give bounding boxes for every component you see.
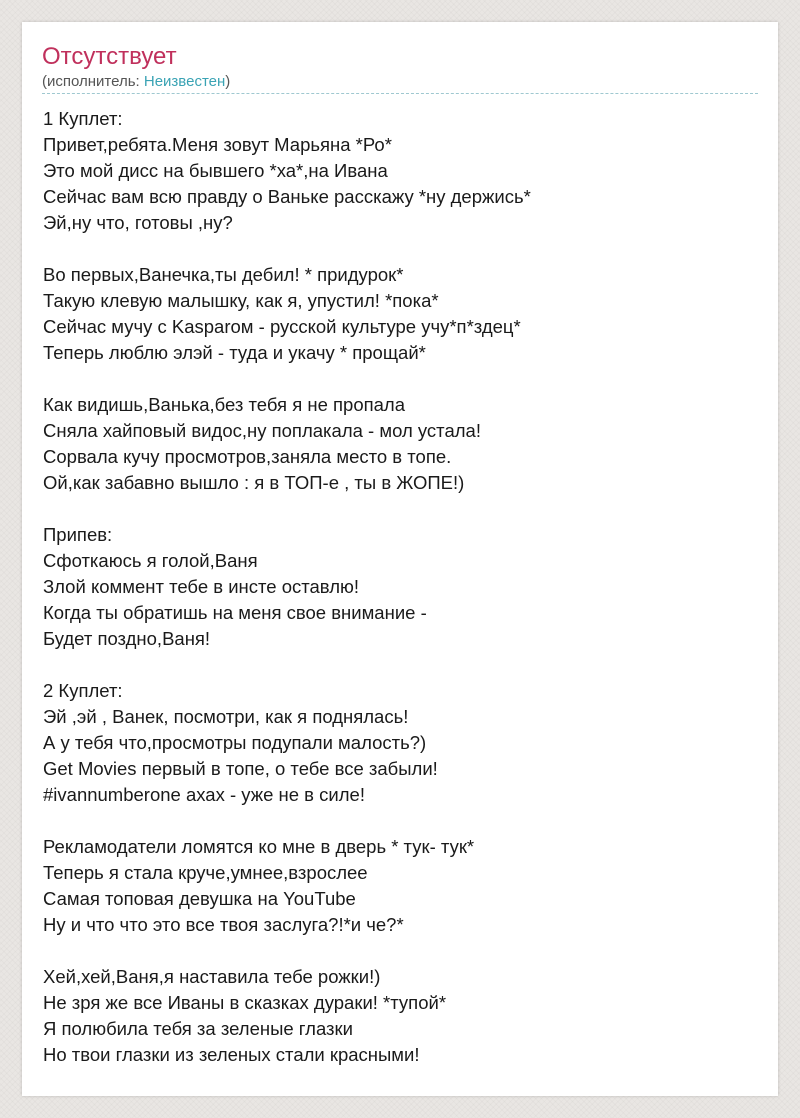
lyric-line: 2 Куплет: xyxy=(43,680,123,701)
stanza-break xyxy=(43,938,531,964)
lyric-line: #ivannumberone ахах - уже не в силе! xyxy=(43,784,365,805)
artist-prefix: (исполнитель: xyxy=(42,73,144,90)
lyric-line: Хей,хей,Ваня,я наставила тебе рожки!) xyxy=(43,966,381,987)
lyric-line: Эй ,эй , Ванек, посмотри, как я поднялась! xyxy=(43,706,409,727)
stanza-break xyxy=(43,236,531,262)
stanza-break xyxy=(43,366,531,392)
lyric-line: Сняла хайповый видос,ну поплакала - мол устала! xyxy=(43,420,481,441)
lyric-line: Теперь люблю элэй - туда и укачу * прощай* xyxy=(43,342,426,363)
lyric-line: Будет поздно,Ваня! xyxy=(43,628,211,649)
lyrics-card xyxy=(22,22,778,1096)
lyric-line: Припев: xyxy=(43,524,113,545)
lyric-line: А у тебя что,просмотры подупали малость?) xyxy=(43,732,427,753)
lyric-line: Привет,ребята.Меня зовут Марьяна *Ро* xyxy=(43,134,392,155)
stanza-break xyxy=(43,652,531,678)
lyric-line: Сейчас вам всю правду о Ваньке расскажу *ну держись* xyxy=(43,186,531,207)
lyric-line: Не зря же все Иваны в сказках дураки! *тупой* xyxy=(43,992,447,1013)
lyric-line: Когда ты обратишь на меня свое внимание - xyxy=(43,602,427,623)
artist-suffix: ) xyxy=(225,73,231,90)
lyric-line: Но твои глазки из зеленых стали красными! xyxy=(43,1044,420,1065)
lyric-line: Злой коммент тебе в инсте оставлю! xyxy=(43,576,360,597)
lyric-line: Во первых,Ванечка,ты дебил! * придурок* xyxy=(43,264,404,285)
lyric-line: Я полюбила тебя за зеленые глазки xyxy=(43,1018,353,1039)
lyric-line: Рекламодатели ломятся ко мне в дверь * тук- тук* xyxy=(43,836,475,857)
lyric-line: Эй,ну что, готовы ,ну? xyxy=(43,212,233,233)
lyric-line: Сейчас мучу с Kasparом - русской культуре учу*п*здец* xyxy=(43,316,521,337)
lyric-line: 1 Куплет: xyxy=(43,108,123,129)
lyric-line: Get Movies первый в топе, о тебе все забыли! xyxy=(43,758,438,779)
lyric-line: Теперь я стала круче,умнее,взрослее xyxy=(43,862,368,883)
artist-link[interactable]: Неизвестен xyxy=(143,73,226,90)
song-title: Отсутствует xyxy=(42,43,177,70)
lyric-line: Ой,как забавно вышло : я в ТОП-е , ты в ЖОПЕ!) xyxy=(43,472,465,493)
lyrics-body xyxy=(43,106,531,1068)
stanza-break xyxy=(43,808,531,834)
stanza-break xyxy=(43,496,531,522)
lyric-line: Ну и что что это все твоя заслуга?!*и че?* xyxy=(43,914,404,935)
lyric-line: Самая топовая девушка на YouTube xyxy=(43,888,356,909)
artist-line xyxy=(42,72,230,92)
lyric-line: Как видишь,Ванька,без тебя я не пропала xyxy=(43,394,405,415)
title-divider xyxy=(42,93,758,94)
lyric-line: Сорвала кучу просмотров,заняла место в топе. xyxy=(43,446,452,467)
lyric-line: Такую клевую малышку, как я, упустил! *пока* xyxy=(43,290,439,311)
lyric-line: Сфоткаюсь я голой,Ваня xyxy=(43,550,258,571)
lyric-line: Это мой дисс на бывшего *ха*,на Ивана xyxy=(43,160,388,181)
